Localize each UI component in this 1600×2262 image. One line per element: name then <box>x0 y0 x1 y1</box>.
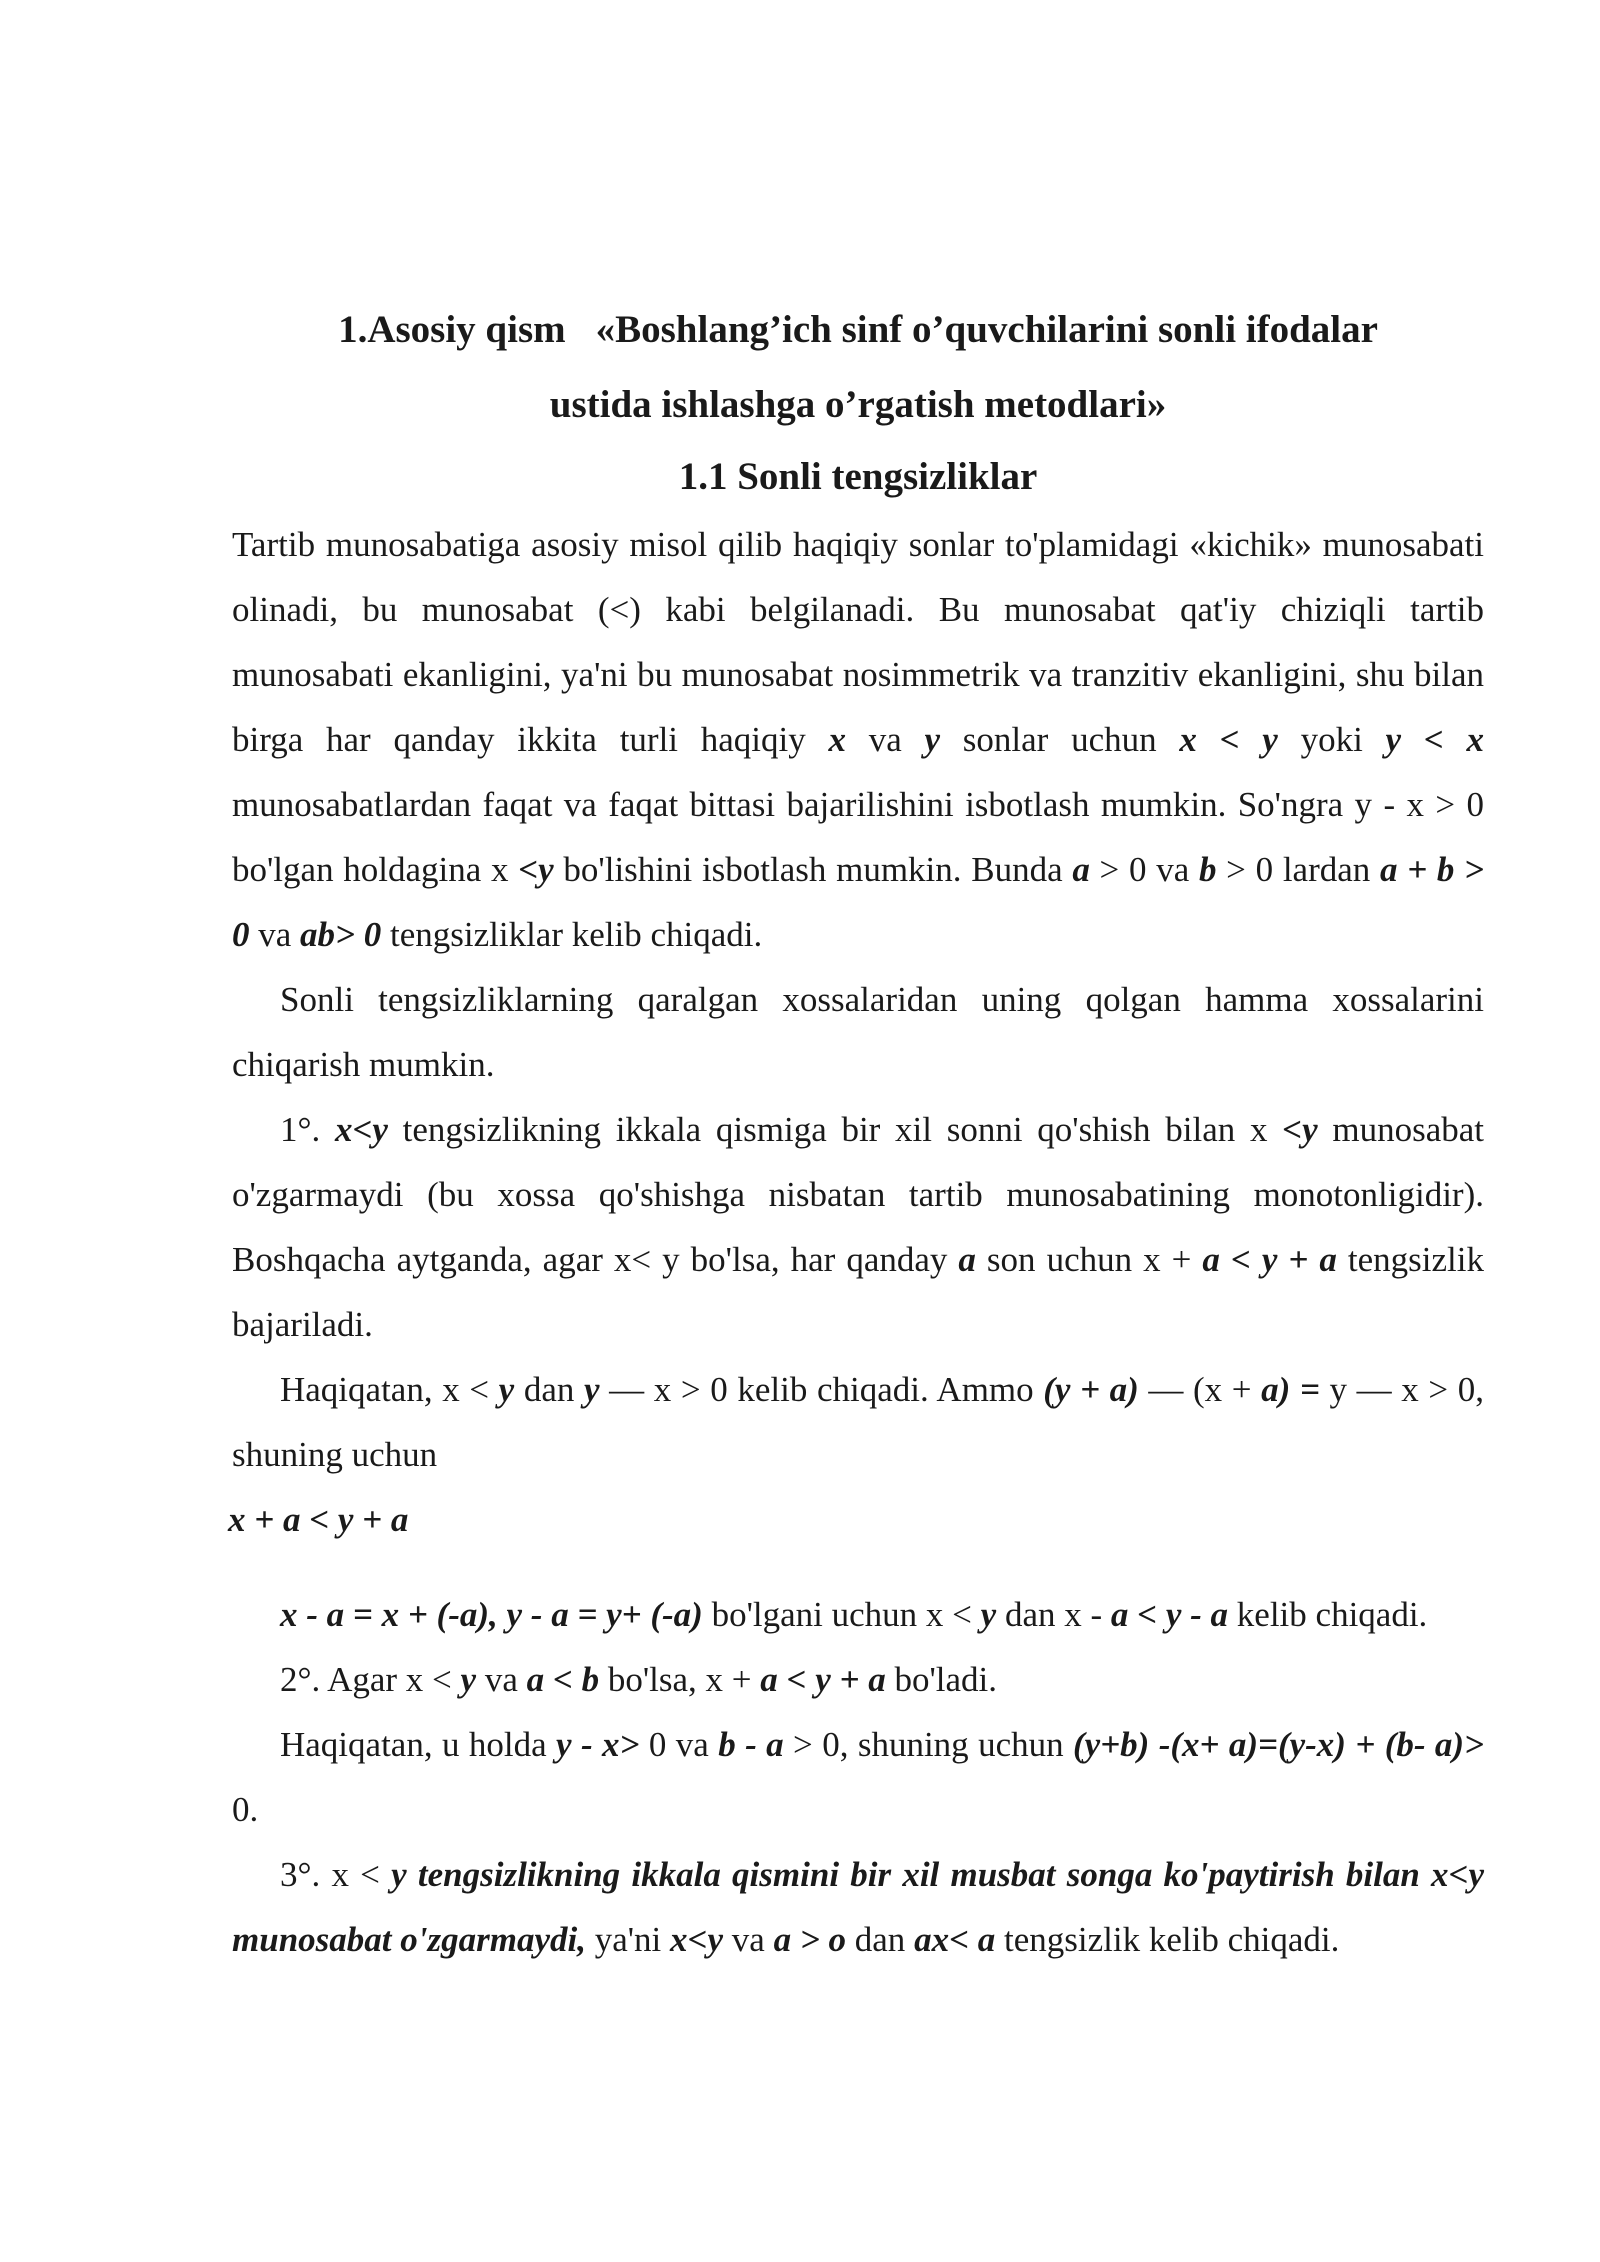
paragraph-proof-2: Haqiqatan, u holda y - x> 0 va b - a > 0, shuning uchun (y+b) -(x+ a)=(y-x) + (b- a)> 0. <box>232 1725 1484 1829</box>
paragraph-intro: Tartib munosabatiga asosiy misol qilib haqiqiy sonlar to'plamidagi «kichik» munosabati olinadi, bu munosabat (<) kabi belgilanadi. Bu munosabat qat'iy chiziqli tartib munosabati ekanligini, ya'ni bu munosabat nosimmetrik va tranzitiv ekanligini, shu bilan birga har qanday ikkita turli haqiqiy x va y sonlar uchun x < y yoki y < x munosabatlardan faqat va faqat bittasi bajarilishini isbotlash mumkin. So'ngra y - x > 0 bo'lgan holdagina x <y bo'lishini isbotlash mumkin. Bunda a > 0 va b > 0 lardan a + b > 0 va ab> 0 tengsizliklar kelib chiqadi. <box>232 525 1485 954</box>
paragraph-proof-1: Haqiqatan, x < y dan y — x > 0 kelib chiqadi. Ammo (y + a) — (x + a) = y — x > 0, shuning uchun <box>232 1370 1484 1474</box>
paragraph-properties: Sonli tengsizliklarning qaralgan xossalaridan uning qolgan hamma xossalarini chiqarish mumkin. <box>232 980 1484 1084</box>
formula-line: x + a < y + a <box>228 1500 409 1539</box>
paragraph-property-3: 3°. x < y tengsizlikning ikkala qismini bir xil musbat songa ko'paytirish bilan x<y munosabat o'zgarmaydi, ya'ni x<y va a > o dan ax< a tengsizlik kelib chiqadi. <box>232 1855 1484 1959</box>
paragraph-property-1: 1°. x<y tengsizlikning ikkala qismiga bir xil sonni qo'shish bilan x <y munosabat o'zgarmaydi (bu xossa qo'shishga nisbatan tartib munosabatining monotonligidir). Boshqacha aytganda, agar x< y bo'lsa, har qanday a son uchun x + a < y + a tengsizlik bajariladi. <box>232 1110 1485 1344</box>
heading-topic-line2: ustida ishlashga o’rgatish metodlari» <box>549 383 1167 426</box>
heading-part-number: 1.Asosiy qism <box>338 308 566 351</box>
section-title: 1.1 Sonli tengsizliklar <box>678 455 1038 498</box>
paragraph-property-2: 2°. Agar x < y va a < b bo'lsa, x + a < y + a bo'ladi. <box>280 1660 997 1699</box>
heading-topic-line1: «Boshlang’ich sinf o’quvchilarini sonli ifodalar <box>595 308 1378 351</box>
page-content <box>228 292 1485 1972</box>
paragraph-subtraction: x - a = x + (-a), y - a = y+ (-a) bo'lgani uchun x < y dan x - a < y - a kelib chiqadi. <box>280 1595 1428 1634</box>
chapter-heading <box>232 292 1484 442</box>
